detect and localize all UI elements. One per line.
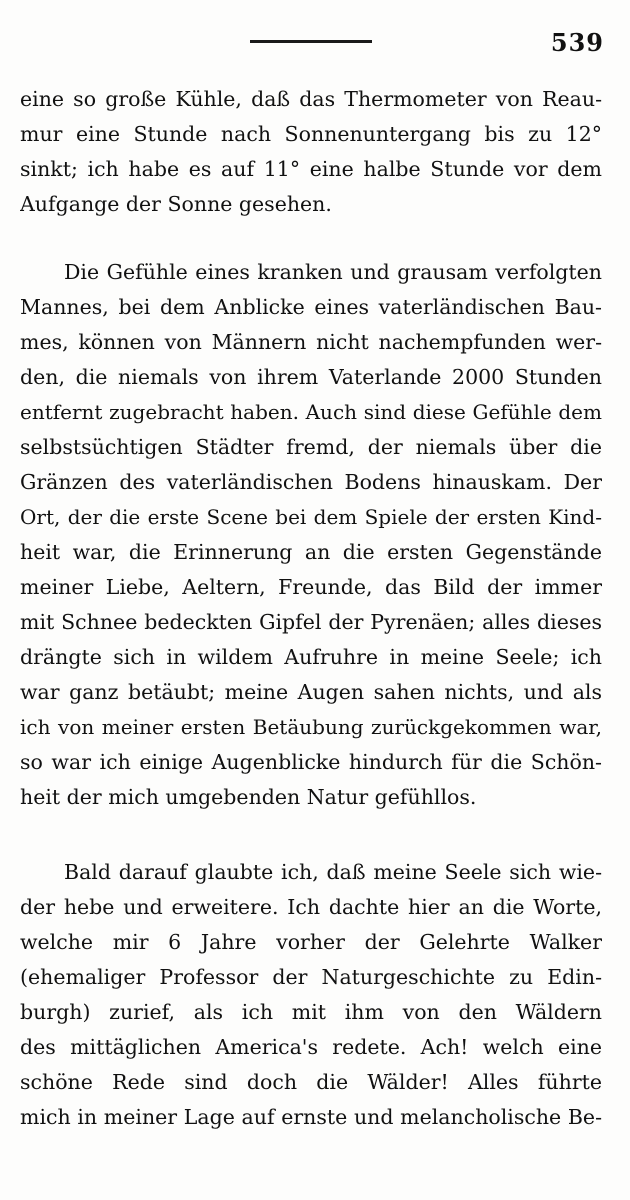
text-line: der hebe und erweitere. Ich dachte hier an die Worte, [20,895,602,919]
text-line: Aufgange der Sonne gesehen. [20,192,332,216]
text-line: Bald darauf glaubte ich, daß meine Seele sich wie- [64,860,602,884]
text-line: ich von meiner ersten Betäubung zurückgekommen war, [20,715,602,739]
page-number: 539 [550,28,604,57]
text-line: selbstsüchtigen Städter fremd, der niemals über die [20,435,602,459]
text-line: den, die niemals von ihrem Vaterlande 2000 Stunden [20,365,602,389]
text-line: (ehemaliger Professor der Naturgeschichte zu Edin- [20,965,602,989]
header-rule [250,40,372,43]
text-line: meiner Liebe, Aeltern, Freunde, das Bild der immer [20,575,602,599]
text-line: Die Gefühle eines kranken und grausam verfolgten [64,260,602,284]
text-line: des mittäglichen America's redete. Ach! welch eine [20,1035,602,1059]
text-line: welche mir 6 Jahre vorher der Gelehrte Walker [20,930,602,954]
text-line: mit Schnee bedeckten Gipfel der Pyrenäen; alles dieses [20,610,602,634]
text-line: so war ich einige Augenblicke hindurch für die Schön- [20,750,602,774]
text-line: mes, können von Männern nicht nachempfunden wer- [20,330,602,354]
text-line: eine so große Kühle, daß das Thermometer von Reau- [20,87,602,111]
text-line: heit der mich umgebenden Natur gefühllos. [20,785,477,809]
text-line: Gränzen des vaterländischen Bodens hinauskam. Der [20,470,602,494]
text-line: mich in meiner Lage auf ernste und melancholische Be- [20,1105,602,1129]
text-line: schöne Rede sind doch die Wälder! Alles führte [20,1070,602,1094]
text-line: burgh) zurief, als ich mit ihm von den Wäldern [20,1000,602,1024]
text-line: heit war, die Erinnerung an die ersten Gegenstände [20,540,602,564]
text-line: drängte sich in wildem Aufruhre in meine Seele; ich [20,645,602,669]
text-line: sinkt; ich habe es auf 11° eine halbe Stunde vor dem [20,157,602,181]
text-line: Mannes, bei dem Anblicke eines vaterländischen Bau- [20,295,602,319]
text-line: war ganz betäubt; meine Augen sahen nichts, und als [20,680,602,704]
text-line: entfernt zugebracht haben. Auch sind diese Gefühle dem [20,400,602,424]
text-line: mur eine Stunde nach Sonnenuntergang bis zu 12° [20,122,602,146]
text-line: Ort, der die erste Scene bei dem Spiele der ersten Kind- [20,505,602,529]
